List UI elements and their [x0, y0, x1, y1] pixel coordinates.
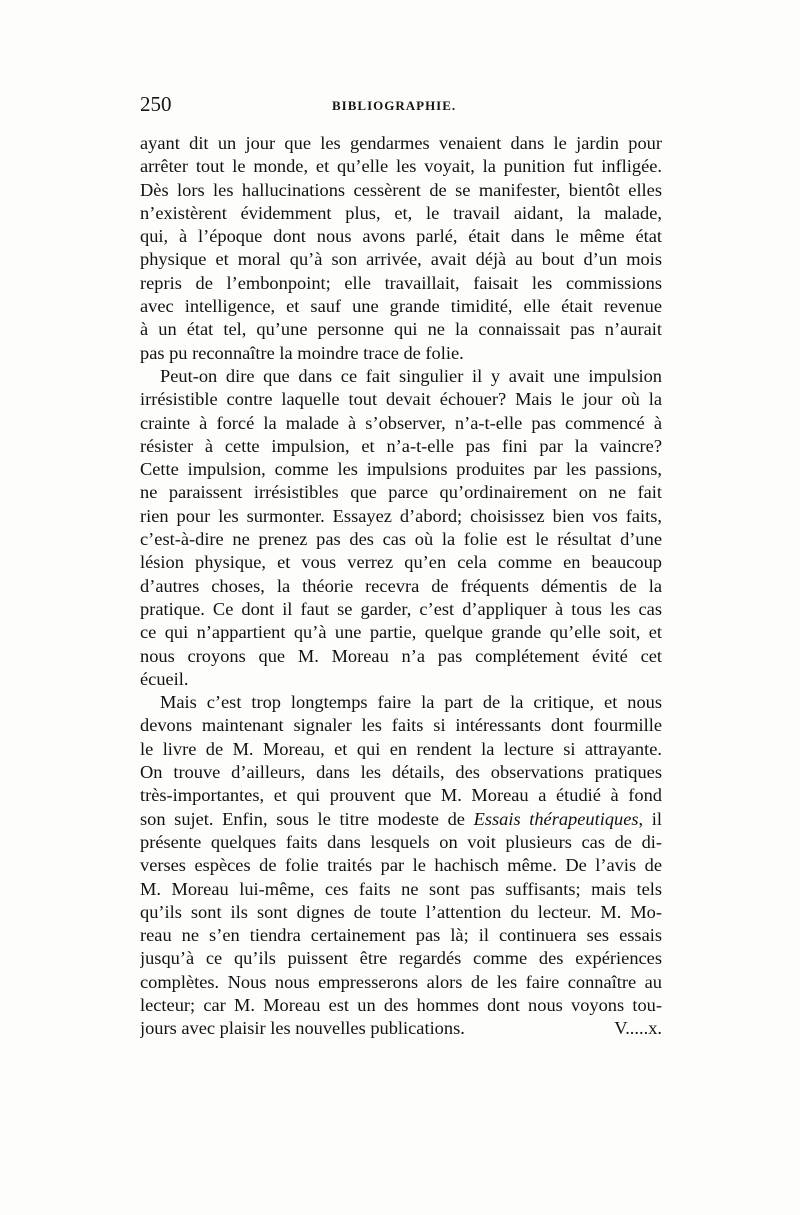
text-line: à un état tel, qu’une personne qui ne la connaissait pas n’aurait: [140, 319, 662, 340]
text-line: c’est-à-dire ne prenez pas des cas où la folie est le résultat d’une: [140, 529, 662, 550]
text-line: physique et moral qu’à son arrivée, avait déjà au bout d’un mois: [140, 249, 662, 270]
body-text: [140, 132, 662, 1041]
text-line: lecteur; car M. Moreau est un des hommes dont nous voyons tou-: [140, 994, 662, 1015]
text-line: irrésistible contre laquelle tout devait échouer? Mais le jour où la: [140, 389, 662, 410]
text-line: M. Moreau lui-même, ces faits ne sont pas suffisants; mais tels: [140, 878, 662, 899]
text-line: ayant dit un jour que les gendarmes venaient dans le jardin pour: [140, 133, 662, 153]
text-line: résister à cette impulsion, et n’a-t-elle pas fini par la vaincre?: [140, 435, 662, 456]
running-head: BIBLIOGRAPHIE.: [332, 98, 457, 113]
text-line: jusqu’à ce qu’ils puissent être regardés comme des expériences: [140, 948, 662, 969]
text-line: reau ne s’en tiendra certainement pas là; il continuera ses essais: [140, 925, 662, 946]
text-line: nous croyons que M. Moreau n’a pas complétement évité cet: [140, 645, 662, 666]
text-line: n’existèrent évidemment plus, et, le travail aidant, la malade,: [140, 202, 662, 223]
text-line: pratique. Ce dont il faut se garder, c’est d’appliquer à tous les cas: [140, 598, 662, 619]
text-line: verses espèces de folie traités par le hachisch même. De l’avis de: [140, 855, 662, 876]
book-title: Essais thérapeutiques: [473, 808, 639, 829]
text-line: On trouve d’ailleurs, dans les détails, des observations pratiques: [140, 762, 662, 783]
text-line: écueil.: [140, 668, 189, 689]
text-line: d’autres choses, la théorie recevra de fréquents démentis de la: [140, 575, 662, 596]
text-line: repris de l’embonpoint; elle travaillait, faisait les commissions: [140, 272, 662, 293]
text-line: ne paraissent irrésistibles que parce qu’ordinairement on ne fait: [140, 482, 662, 503]
text-line: complètes. Nous nous empresserons alors de les faire connaître au: [140, 971, 662, 992]
text-line: devons maintenant signaler les faits si intéressants dont fourmille: [140, 715, 662, 736]
page-number: 250: [140, 92, 172, 116]
text-line: qu’ils sont ils sont dignes de toute l’attention du lecteur. M. Mo-: [140, 901, 662, 922]
text-line: Mais c’est trop longtemps faire la part de la critique, et nous: [160, 692, 662, 713]
text-fragment: son sujet. Enfin, sous le titre modeste de: [140, 808, 465, 829]
text-line: Cette impulsion, comme les impulsions produites par les passions,: [140, 459, 662, 480]
text-line: lésion physique, et vous verrez qu’en cela comme en beaucoup: [140, 552, 662, 573]
text-line: le livre de M. Moreau, et qui en rendent la lecture si attrayante.: [140, 738, 662, 759]
text-line: très-importantes, et qui prouvent que M. Moreau a étudié à fond: [140, 785, 662, 806]
text-line: [140, 808, 662, 831]
text-line: rien pour les surmonter. Essayez d’abord; choisissez bien vos faits,: [140, 505, 662, 526]
text-line: arrêter tout le monde, et qu’elle les voyait, la punition fut infligée.: [140, 156, 662, 177]
author-signature: V.....x.: [614, 1018, 662, 1039]
text-fragment: jours avec plaisir les nouvelles publications.: [140, 1018, 465, 1039]
text-line: avec intelligence, et sauf une grande timidité, elle était revenue: [140, 296, 662, 317]
text-line: Dès lors les hallucinations cessèrent de se manifester, bientôt elles: [140, 179, 662, 200]
text-line: ce qui n’appartient qu’à une partie, quelque grande qu’elle soit, et: [140, 622, 662, 643]
page-header: [140, 92, 662, 118]
text-line: crainte à forcé la malade à s’observer, n’a-t-elle pas commencé à: [140, 412, 662, 433]
text-line: pas pu reconnaître la moindre trace de folie.: [140, 342, 464, 363]
text-line: présente quelques faits dans lesquels on voit plusieurs cas de di-: [140, 831, 662, 852]
text-fragment: , il: [638, 808, 662, 829]
text-line: [140, 1017, 662, 1040]
text-line: qui, à l’époque dont nous avons parlé, était dans le même état: [140, 226, 662, 247]
text-line: Peut-on dire que dans ce fait singulier il y avait une impulsion: [160, 365, 662, 386]
